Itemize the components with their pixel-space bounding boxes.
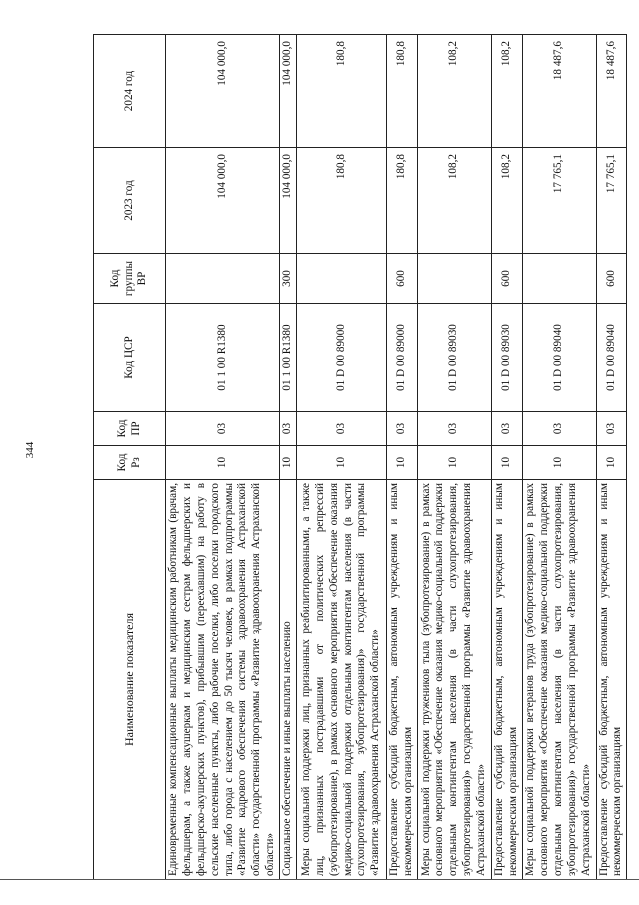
row-name: Социальное обеспечение и иные выплаты населению <box>280 480 297 880</box>
row-rz: 10 <box>387 446 418 480</box>
row-2023: 104 000,0 <box>166 148 280 254</box>
row-csr: 01 D 00 89030 <box>491 304 522 412</box>
footer-divider <box>0 879 639 880</box>
row-csr: 01 D 00 89040 <box>522 304 596 412</box>
row-vr <box>297 254 387 304</box>
header-pr: Код ПР <box>94 412 166 446</box>
table-row <box>596 35 627 880</box>
page-number: 344 <box>24 441 36 459</box>
table-row <box>387 35 418 880</box>
table-row <box>297 35 387 880</box>
row-rz: 10 <box>596 446 627 480</box>
row-vr: 600 <box>596 254 627 304</box>
row-pr: 03 <box>297 412 387 446</box>
row-rz: 10 <box>522 446 596 480</box>
row-vr: 600 <box>491 254 522 304</box>
table-row <box>166 35 280 880</box>
row-name: Единовременные компенсационные выплаты медицинским работникам (врачам, фельдшерам, а также акушеркам и медицинским сестрам фельдшерских и фельдшерско-акушерских пунктов), прибывшим (переехавшим) на работу в сельские населенные пункты, либо рабочие поселки, либо поселки городского типа, либо города с населением до 50 тысяч человек, в рамках подпрограммы «Развитие кадрового обеспечения системы здравоохранения Астраханской области» государственной программы «Развитие здравоохранения Астраханской области» <box>166 480 280 880</box>
row-rz: 10 <box>417 446 491 480</box>
table-row <box>417 35 491 880</box>
table-row <box>522 35 596 880</box>
rotated-table-container <box>93 35 624 880</box>
row-rz: 10 <box>491 446 522 480</box>
row-2024: 104 000,0 <box>280 35 297 148</box>
row-vr: 600 <box>387 254 418 304</box>
header-vr: Код группы ВР <box>94 254 166 304</box>
row-vr <box>522 254 596 304</box>
row-name: Меры социальной поддержки тружеников тыла (зубопротезирование) в рамках основного мероприятия «Обеспечение оказания медико-социальной поддержки отдельным контингентам населения (в части слухопротезирования, зубопротезирования)» государственной программы «Развитие здравоохранения Астраханской области» <box>417 480 491 880</box>
table-header-row <box>94 35 166 880</box>
header-2023: 2023 год <box>94 148 166 254</box>
row-rz: 10 <box>166 446 280 480</box>
row-2023: 180,8 <box>387 148 418 254</box>
row-csr: 01 D 00 89000 <box>387 304 418 412</box>
row-csr: 01 D 00 89040 <box>596 304 627 412</box>
row-rz: 10 <box>280 446 297 480</box>
row-name: Предоставление субсидий бюджетным, автономным учреждениям и иным некоммерческим организациям <box>387 480 418 880</box>
row-2024: 180,8 <box>387 35 418 148</box>
header-name: Наименование показателя <box>94 480 166 880</box>
row-pr: 03 <box>491 412 522 446</box>
row-csr: 01 D 00 89000 <box>297 304 387 412</box>
header-csr: Код ЦСР <box>94 304 166 412</box>
row-pr: 03 <box>417 412 491 446</box>
row-csr: 01 1 00 R1380 <box>280 304 297 412</box>
row-name: Предоставление субсидий бюджетным, автономным учреждениям и иным некоммерческим организациям <box>596 480 627 880</box>
budget-table <box>93 34 627 880</box>
row-pr: 03 <box>280 412 297 446</box>
row-pr: 03 <box>166 412 280 446</box>
row-2023: 108,2 <box>417 148 491 254</box>
row-2024: 18 487,6 <box>522 35 596 148</box>
row-csr: 01 D 00 89030 <box>417 304 491 412</box>
table-row <box>280 35 297 880</box>
row-pr: 03 <box>522 412 596 446</box>
table-row <box>491 35 522 880</box>
header-rz: Код Рз <box>94 446 166 480</box>
row-vr <box>166 254 280 304</box>
row-2023: 17 765,1 <box>596 148 627 254</box>
row-2023: 180,8 <box>297 148 387 254</box>
row-vr: 300 <box>280 254 297 304</box>
row-name: Меры социальной поддержки ветеранов труда (зубопротезирование) в рамках основного мероприятия «Обеспечение оказания медико-социальной поддержки отдельным контингентам населения (в части слухопротезирования, зубопротезирования)» государственной программы «Развитие здравоохранения Астраханской области» <box>522 480 596 880</box>
row-2023: 108,2 <box>491 148 522 254</box>
row-rz: 10 <box>297 446 387 480</box>
row-2024: 180,8 <box>297 35 387 148</box>
row-name: Меры социальной поддержки лиц, признанных реабилитированными, а также лиц, признанных пострадавшими от политических репрессий (зубопротезирование), в рамках основного мероприятия «Обеспечение оказания медико-социальной поддержки отдельным контингентам населения (в части слухопротезирования, зубопротезирования)» государственной программы «Развитие здравоохранения Астраханской области» <box>297 480 387 880</box>
header-2024: 2024 год <box>94 35 166 148</box>
row-pr: 03 <box>596 412 627 446</box>
row-pr: 03 <box>387 412 418 446</box>
row-2024: 108,2 <box>417 35 491 148</box>
row-name: Предоставление субсидий бюджетным, автономным учреждениям и иным некоммерческим организациям <box>491 480 522 880</box>
row-2024: 108,2 <box>491 35 522 148</box>
row-csr: 01 1 00 R1380 <box>166 304 280 412</box>
row-2023: 17 765,1 <box>522 148 596 254</box>
row-2023: 104 000,0 <box>280 148 297 254</box>
row-vr <box>417 254 491 304</box>
row-2024: 104 000,0 <box>166 35 280 148</box>
row-2024: 18 487,6 <box>596 35 627 148</box>
